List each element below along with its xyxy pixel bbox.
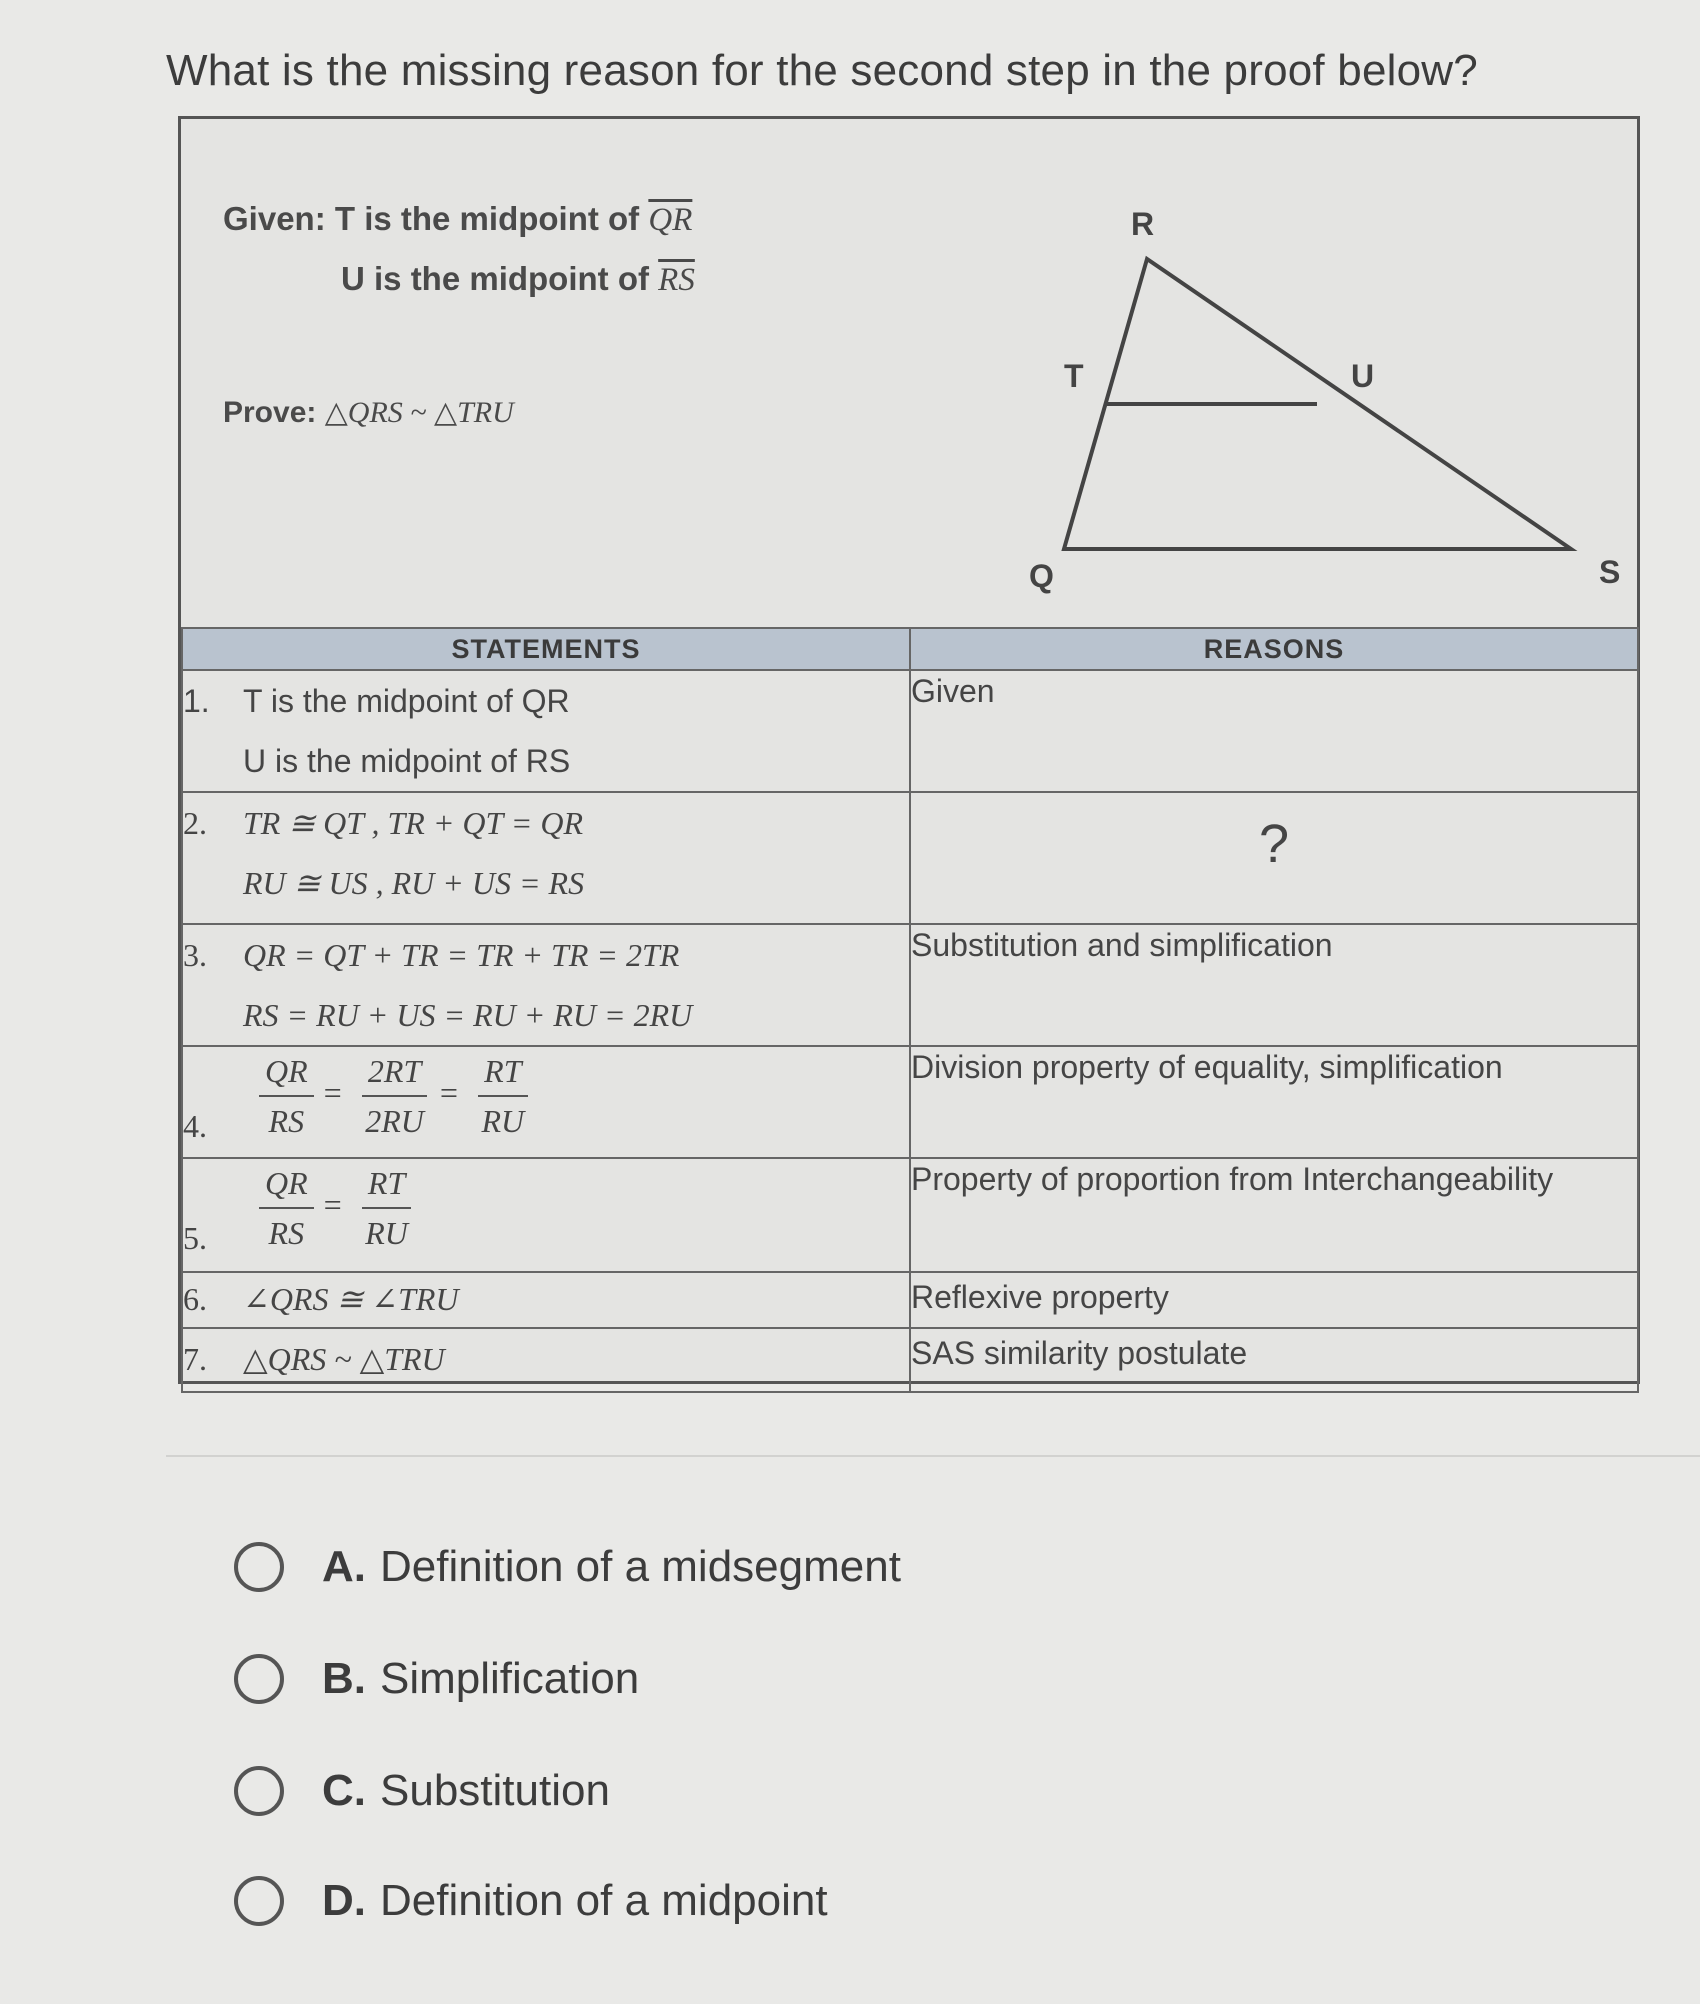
option-a[interactable] (234, 1542, 901, 1592)
row-number: 1. (183, 683, 210, 719)
fraction (359, 1159, 414, 1257)
row-number: 3. (183, 937, 207, 973)
statement-text: T is the midpoint of QR (243, 683, 570, 719)
numerator: RT (362, 1159, 411, 1209)
prove-statement: △QRS ~ △TRU (324, 396, 514, 429)
given-label: Given: (223, 200, 326, 237)
option-b[interactable] (234, 1654, 639, 1704)
vertex-s-label: S (1599, 554, 1621, 590)
denominator: 2RU (365, 1103, 424, 1139)
radio-button-icon[interactable] (234, 1766, 284, 1816)
reason-3: Substitution and simplification (910, 924, 1638, 1046)
fraction (259, 1159, 314, 1257)
option-text: Substitution (380, 1766, 610, 1815)
statement-5: 5. $\frac{QR}{RS}$ = $\frac{RT}{RU}$ (182, 1158, 910, 1272)
reason-5: Property of proportion from Interchangeability (910, 1158, 1638, 1272)
reason-4: Division property of equality, simplification (910, 1046, 1638, 1158)
statement-3 (182, 924, 910, 1046)
option-letter: D. (322, 1876, 366, 1925)
given-block (223, 189, 695, 309)
fraction (359, 1047, 430, 1145)
numerator: 2RT (362, 1047, 427, 1097)
given-text-2: U is the midpoint of (341, 260, 649, 297)
statement-7 (182, 1328, 910, 1392)
radio-button-icon[interactable] (234, 1542, 284, 1592)
proof-row-1 (182, 670, 1638, 792)
denominator: RS (268, 1103, 305, 1139)
statement-text: RS = RU + US = RU + RU = 2RU (243, 997, 693, 1033)
given-text-1: T is the midpoint of (334, 200, 640, 237)
row-number: 7. (183, 1341, 207, 1377)
option-text: Definition of a midsegment (380, 1542, 901, 1591)
proof-row-7 (182, 1328, 1638, 1392)
prove-line (223, 395, 514, 430)
option-c[interactable] (234, 1766, 610, 1816)
question-text: What is the missing reason for the second step in the proof below? (166, 46, 1478, 95)
proof-row-6 (182, 1272, 1638, 1328)
statement-text: ∠QRS ≅ ∠TRU (243, 1281, 459, 1317)
row-number: 5. (183, 1220, 207, 1256)
option-text: Simplification (380, 1654, 640, 1703)
fraction (476, 1047, 531, 1145)
statement-text: U is the midpoint of RS (243, 743, 571, 779)
option-letter: A. (322, 1542, 366, 1591)
row-number: 6. (183, 1281, 207, 1317)
proof-row-4 (182, 1046, 1638, 1158)
radio-button-icon[interactable] (234, 1654, 284, 1704)
denominator: RU (365, 1215, 408, 1251)
given-line-1 (223, 189, 695, 249)
proof-table (181, 627, 1639, 1393)
reason-6: Reflexive property (910, 1272, 1638, 1328)
vertex-t-label: T (1064, 358, 1084, 394)
statement-2 (182, 792, 910, 924)
reason-2 (910, 792, 1638, 924)
fraction (259, 1047, 314, 1145)
statement-6 (182, 1272, 910, 1328)
vertex-u-label: U (1351, 358, 1375, 394)
numerator: RT (478, 1047, 527, 1097)
reason-7: SAS similarity postulate (910, 1328, 1638, 1392)
radio-button-icon[interactable] (234, 1876, 284, 1926)
denominator: RU (481, 1103, 525, 1139)
statement-text: TR ≅ QT , TR + QT = QR (243, 805, 583, 841)
missing-reason-mark: ? (1258, 814, 1290, 874)
option-letter: B. (322, 1654, 366, 1703)
option-letter: C. (322, 1766, 366, 1815)
given-line-2 (223, 249, 695, 309)
statement-1 (182, 670, 910, 792)
statements-header: STATEMENTS (182, 628, 910, 670)
section-divider (166, 1455, 1700, 1457)
option-text: Definition of a midpoint (380, 1876, 828, 1925)
reasons-header: REASONS (910, 628, 1638, 670)
proof-row-2 (182, 792, 1638, 924)
vertex-r-label: R (1131, 206, 1155, 242)
option-d[interactable] (234, 1876, 828, 1926)
statement-text: RU ≅ US , RU + US = RS (243, 865, 585, 901)
denominator: RS (268, 1215, 305, 1251)
statement-4: 4. $\frac{QR}{RS}$ = $\frac{2RT}{2RU}$ = $\frac{RT}{RU}$ (182, 1046, 910, 1158)
reason-1: Given (910, 670, 1638, 792)
numerator: QR (259, 1159, 314, 1209)
numerator: QR (259, 1047, 314, 1097)
proof-row-5 (182, 1158, 1638, 1272)
given-seg-1: $\overline{QR}$ (648, 202, 693, 238)
row-number: 2. (183, 805, 207, 841)
triangle-diagram (1011, 159, 1631, 669)
proof-box (178, 116, 1640, 1384)
vertex-q-label: Q (1029, 558, 1054, 594)
prove-label: Prove: (223, 396, 317, 429)
statement-text: △QRS ~ △TRU (243, 1341, 445, 1377)
proof-row-3 (182, 924, 1638, 1046)
row-number: 4. (183, 1108, 207, 1144)
given-seg-2: $\overline{RS}$ (658, 262, 695, 298)
statement-text: QR = QT + TR = TR + TR = 2TR (243, 937, 680, 973)
